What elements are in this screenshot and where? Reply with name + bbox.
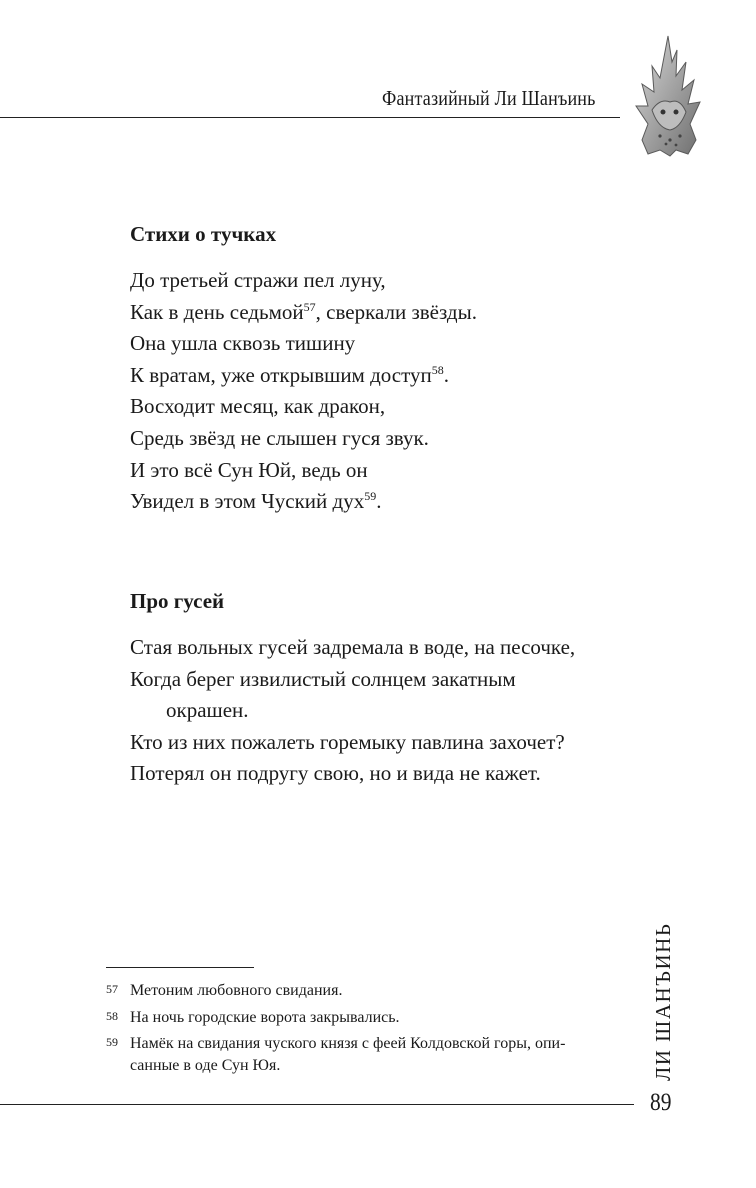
footnote-rule [106,967,254,968]
verse [130,632,575,790]
footnote-number: 57 [106,982,118,996]
footnote-text: На ночь городские ворота закрывались. [130,1008,400,1026]
verse-line: Она ушла сквозь тишину [130,331,356,356]
footnote-text: Метоним любовного свидания. [130,982,343,999]
verse-line: Восходит месяц, как дракон, [130,394,386,419]
page-number: 89 [650,1089,672,1116]
verse-line: И это всё Сун Юй, ведь он [130,457,368,482]
footnote-text: Намёк на свидания чуского князя с феей Колдовской горы, опи- санные в оде Сун Юя. [130,1035,566,1074]
verse-line: Потерял он подругу свою, но и вида не кажет. [130,761,541,786]
verse-line: Когда берег извилистый солнцем закатным [130,666,516,691]
side-title: ЛИ ШАНЪИНЬ [651,922,675,1081]
footnote-ref[interactable]: 59 [364,489,377,504]
footnote-ref[interactable]: 57 [303,299,316,314]
verse-line: Стая вольных гусей задремала в воде, на песочке, [130,635,576,659]
footnote [106,1033,606,1076]
verse-line: Кто из них пожалеть горемыку павлина захочет? [130,729,565,754]
verse-line: К вратам, уже открывшим доступ$^{58}$. [130,362,450,387]
footnote-ref[interactable]: 58 [431,362,444,377]
poem-clouds [130,222,477,518]
verse-line: окрашен. [166,698,249,723]
verse-line: До третьей стражи пел луну, [130,268,386,292]
footer-rule [0,1104,634,1105]
running-head: Фантазийный Ли Шанъинь [382,86,596,110]
footnotes [106,980,606,1081]
poem-title: Стихи о тучках [130,222,277,246]
footnote-number: 59 [106,1035,118,1049]
dragon-statue-icon [630,32,706,158]
verse-line: Средь звёзд не слышен гуся звук. [130,425,429,450]
footnote-number: 58 [106,1008,118,1023]
verse-line: Увидел в этом Чуский дух$^{59}$. [130,489,382,514]
verse-line: Как в день седьмой$^{57}$, сверкали звёзды. [130,299,477,324]
header-rule [0,117,620,118]
footnote [106,980,606,1002]
poem-geese [130,589,575,790]
verse [130,265,477,518]
footnote [106,1007,606,1029]
poem-title: Про гусей [130,589,225,613]
